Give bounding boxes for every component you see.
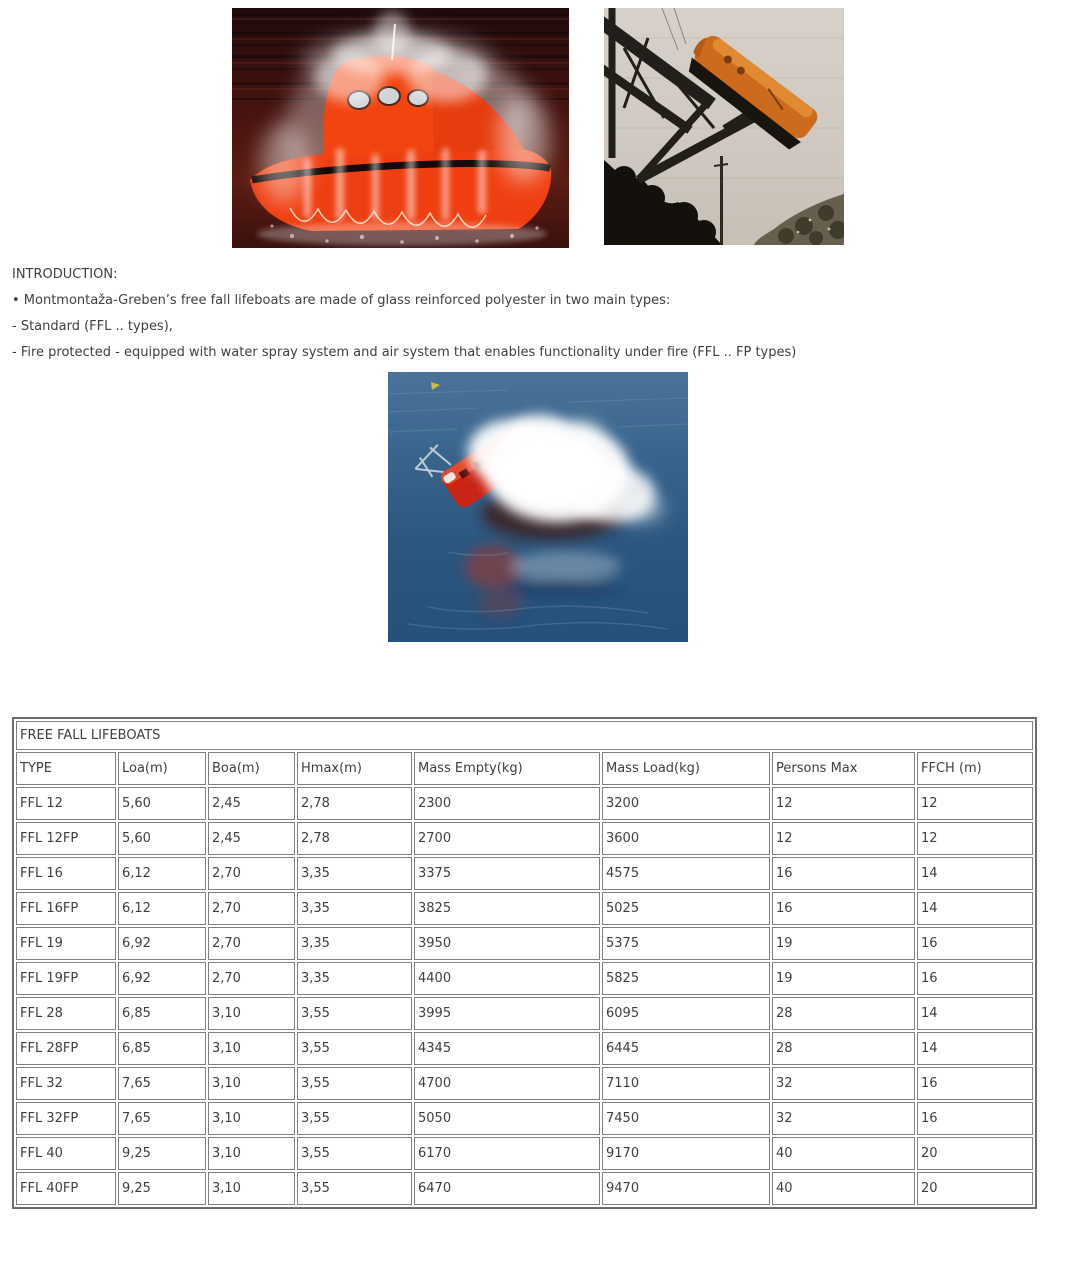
- cell-ffch-m: 12: [917, 787, 1033, 820]
- cell-ffch-m: 16: [917, 927, 1033, 960]
- cell-mass-empty-kg: 4345: [414, 1032, 600, 1065]
- cell-ffch-m: 12: [917, 822, 1033, 855]
- cell-type: FFL 32: [16, 1067, 116, 1100]
- column-header-type: TYPE: [16, 752, 116, 785]
- photo-lifeboat-launch-ramp: [604, 8, 844, 245]
- cell-persons-max: 32: [772, 1067, 915, 1100]
- cell-mass-empty-kg: 5050: [414, 1102, 600, 1135]
- cell-loa-m: 5,60: [118, 822, 206, 855]
- table-row-ffl-40: [16, 1137, 1033, 1170]
- table-row-ffl-16fp: [16, 892, 1033, 925]
- column-header-ffch-m: FFCH (m): [917, 752, 1033, 785]
- table-row-ffl-12: [16, 787, 1033, 820]
- cell-type: FFL 16FP: [16, 892, 116, 925]
- photo-lifeboat-splashdown: [388, 372, 688, 642]
- cell-persons-max: 28: [772, 997, 915, 1030]
- cell-persons-max: 40: [772, 1172, 915, 1205]
- intro-heading: INTRODUCTION:: [12, 267, 118, 282]
- cell-type: FFL 12: [16, 787, 116, 820]
- intro-fire-protected-line: - Fire protected - equipped with water spray system and air system that enables functionality under fire (FFL .. FP types): [12, 345, 797, 360]
- cell-type: FFL 19FP: [16, 962, 116, 995]
- intro-bullet-line: • Montmontaža-Greben’s free fall lifeboats are made of glass reinforced polyester in two main types:: [12, 293, 671, 308]
- cell-loa-m: 9,25: [118, 1137, 206, 1170]
- column-header-persons-max: Persons Max: [772, 752, 915, 785]
- cell-ffch-m: 14: [917, 1032, 1033, 1065]
- cell-ffch-m: 14: [917, 857, 1033, 890]
- cell-type: FFL 12FP: [16, 822, 116, 855]
- cell-ffch-m: 16: [917, 1102, 1033, 1135]
- cell-mass-empty-kg: 3950: [414, 927, 600, 960]
- cell-hmax-m: 3,55: [297, 997, 412, 1030]
- cell-hmax-m: 3,55: [297, 1032, 412, 1065]
- cell-boa-m: 2,70: [208, 857, 295, 890]
- cell-persons-max: 19: [772, 927, 915, 960]
- cell-ffch-m: 16: [917, 1067, 1033, 1100]
- column-header-hmax-m: Hmax(m): [297, 752, 412, 785]
- intro-section: [12, 262, 1064, 366]
- cell-ffch-m: 16: [917, 962, 1033, 995]
- cell-ffch-m: 14: [917, 997, 1033, 1030]
- cell-mass-load-kg: 5825: [602, 962, 770, 995]
- cell-loa-m: 6,92: [118, 927, 206, 960]
- cell-boa-m: 2,70: [208, 927, 295, 960]
- column-header-loa-m: Loa(m): [118, 752, 206, 785]
- cell-loa-m: 7,65: [118, 1102, 206, 1135]
- cell-mass-empty-kg: 4700: [414, 1067, 600, 1100]
- photo-lifeboat-spray-test: [232, 8, 569, 248]
- cell-mass-empty-kg: 2700: [414, 822, 600, 855]
- table-row-ffl-28fp: [16, 1032, 1033, 1065]
- cell-hmax-m: 3,35: [297, 857, 412, 890]
- table-row-ffl-40fp: [16, 1172, 1033, 1205]
- cell-boa-m: 2,45: [208, 787, 295, 820]
- cell-type: FFL 16: [16, 857, 116, 890]
- table-title: FREE FALL LIFEBOATS: [16, 721, 1033, 750]
- table-row-ffl-19fp: [16, 962, 1033, 995]
- cell-type: FFL 32FP: [16, 1102, 116, 1135]
- cell-type: FFL 28: [16, 997, 116, 1030]
- cell-hmax-m: 3,55: [297, 1172, 412, 1205]
- cell-hmax-m: 2,78: [297, 822, 412, 855]
- cell-persons-max: 16: [772, 857, 915, 890]
- cell-persons-max: 28: [772, 1032, 915, 1065]
- cell-loa-m: 6,12: [118, 892, 206, 925]
- table-row-ffl-28: [16, 997, 1033, 1030]
- table-body: [16, 721, 1033, 1205]
- cell-boa-m: 2,45: [208, 822, 295, 855]
- table-row-ffl-16: [16, 857, 1033, 890]
- cell-mass-load-kg: 7110: [602, 1067, 770, 1100]
- table-row-ffl-32fp: [16, 1102, 1033, 1135]
- cell-mass-empty-kg: 2300: [414, 787, 600, 820]
- cell-mass-load-kg: 6445: [602, 1032, 770, 1065]
- cell-persons-max: 16: [772, 892, 915, 925]
- cell-mass-load-kg: 9470: [602, 1172, 770, 1205]
- cell-loa-m: 5,60: [118, 787, 206, 820]
- cell-mass-empty-kg: 3995: [414, 997, 600, 1030]
- cell-boa-m: 3,10: [208, 1172, 295, 1205]
- cell-loa-m: 6,92: [118, 962, 206, 995]
- cell-loa-m: 6,12: [118, 857, 206, 890]
- cell-mass-load-kg: 3200: [602, 787, 770, 820]
- cell-boa-m: 3,10: [208, 1032, 295, 1065]
- table-header-row: [16, 752, 1033, 785]
- table-title-row: [16, 721, 1033, 750]
- cell-loa-m: 6,85: [118, 997, 206, 1030]
- cell-ffch-m: 20: [917, 1137, 1033, 1170]
- cell-hmax-m: 3,35: [297, 927, 412, 960]
- cell-persons-max: 12: [772, 787, 915, 820]
- cell-mass-load-kg: 3600: [602, 822, 770, 855]
- photo-mid-row: [0, 372, 1076, 642]
- cell-type: FFL 40FP: [16, 1172, 116, 1205]
- cell-boa-m: 3,10: [208, 997, 295, 1030]
- column-header-mass-empty-kg: Mass Empty(kg): [414, 752, 600, 785]
- cell-boa-m: 3,10: [208, 1137, 295, 1170]
- column-header-boa-m: Boa(m): [208, 752, 295, 785]
- cell-type: FFL 19: [16, 927, 116, 960]
- cell-ffch-m: 20: [917, 1172, 1033, 1205]
- cell-mass-empty-kg: 4400: [414, 962, 600, 995]
- cell-hmax-m: 3,55: [297, 1102, 412, 1135]
- cell-loa-m: 7,65: [118, 1067, 206, 1100]
- intro-standard-line: - Standard (FFL .. types),: [12, 319, 173, 334]
- cell-mass-load-kg: 5375: [602, 927, 770, 960]
- cell-hmax-m: 3,35: [297, 962, 412, 995]
- column-header-mass-load-kg: Mass Load(kg): [602, 752, 770, 785]
- cell-hmax-m: 3,55: [297, 1067, 412, 1100]
- cell-loa-m: 6,85: [118, 1032, 206, 1065]
- cell-mass-load-kg: 5025: [602, 892, 770, 925]
- cell-persons-max: 12: [772, 822, 915, 855]
- cell-type: FFL 28FP: [16, 1032, 116, 1065]
- cell-hmax-m: 2,78: [297, 787, 412, 820]
- cell-hmax-m: 3,35: [297, 892, 412, 925]
- cell-mass-load-kg: 4575: [602, 857, 770, 890]
- cell-mass-load-kg: 7450: [602, 1102, 770, 1135]
- cell-mass-empty-kg: 6470: [414, 1172, 600, 1205]
- cell-persons-max: 19: [772, 962, 915, 995]
- table-row-ffl-19: [16, 927, 1033, 960]
- lifeboats-table: [12, 717, 1037, 1209]
- cell-persons-max: 40: [772, 1137, 915, 1170]
- cell-boa-m: 2,70: [208, 892, 295, 925]
- table-row-ffl-32: [16, 1067, 1033, 1100]
- table-row-ffl-12fp: [16, 822, 1033, 855]
- cell-boa-m: 3,10: [208, 1067, 295, 1100]
- cell-type: FFL 40: [16, 1137, 116, 1170]
- cell-boa-m: 3,10: [208, 1102, 295, 1135]
- cell-mass-load-kg: 9170: [602, 1137, 770, 1170]
- cell-mass-empty-kg: 3825: [414, 892, 600, 925]
- cell-loa-m: 9,25: [118, 1172, 206, 1205]
- cell-persons-max: 32: [772, 1102, 915, 1135]
- cell-mass-empty-kg: 3375: [414, 857, 600, 890]
- photos-top-row: [0, 0, 1076, 248]
- cell-hmax-m: 3,55: [297, 1137, 412, 1170]
- cell-boa-m: 2,70: [208, 962, 295, 995]
- cell-ffch-m: 14: [917, 892, 1033, 925]
- cell-mass-load-kg: 6095: [602, 997, 770, 1030]
- cell-mass-empty-kg: 6170: [414, 1137, 600, 1170]
